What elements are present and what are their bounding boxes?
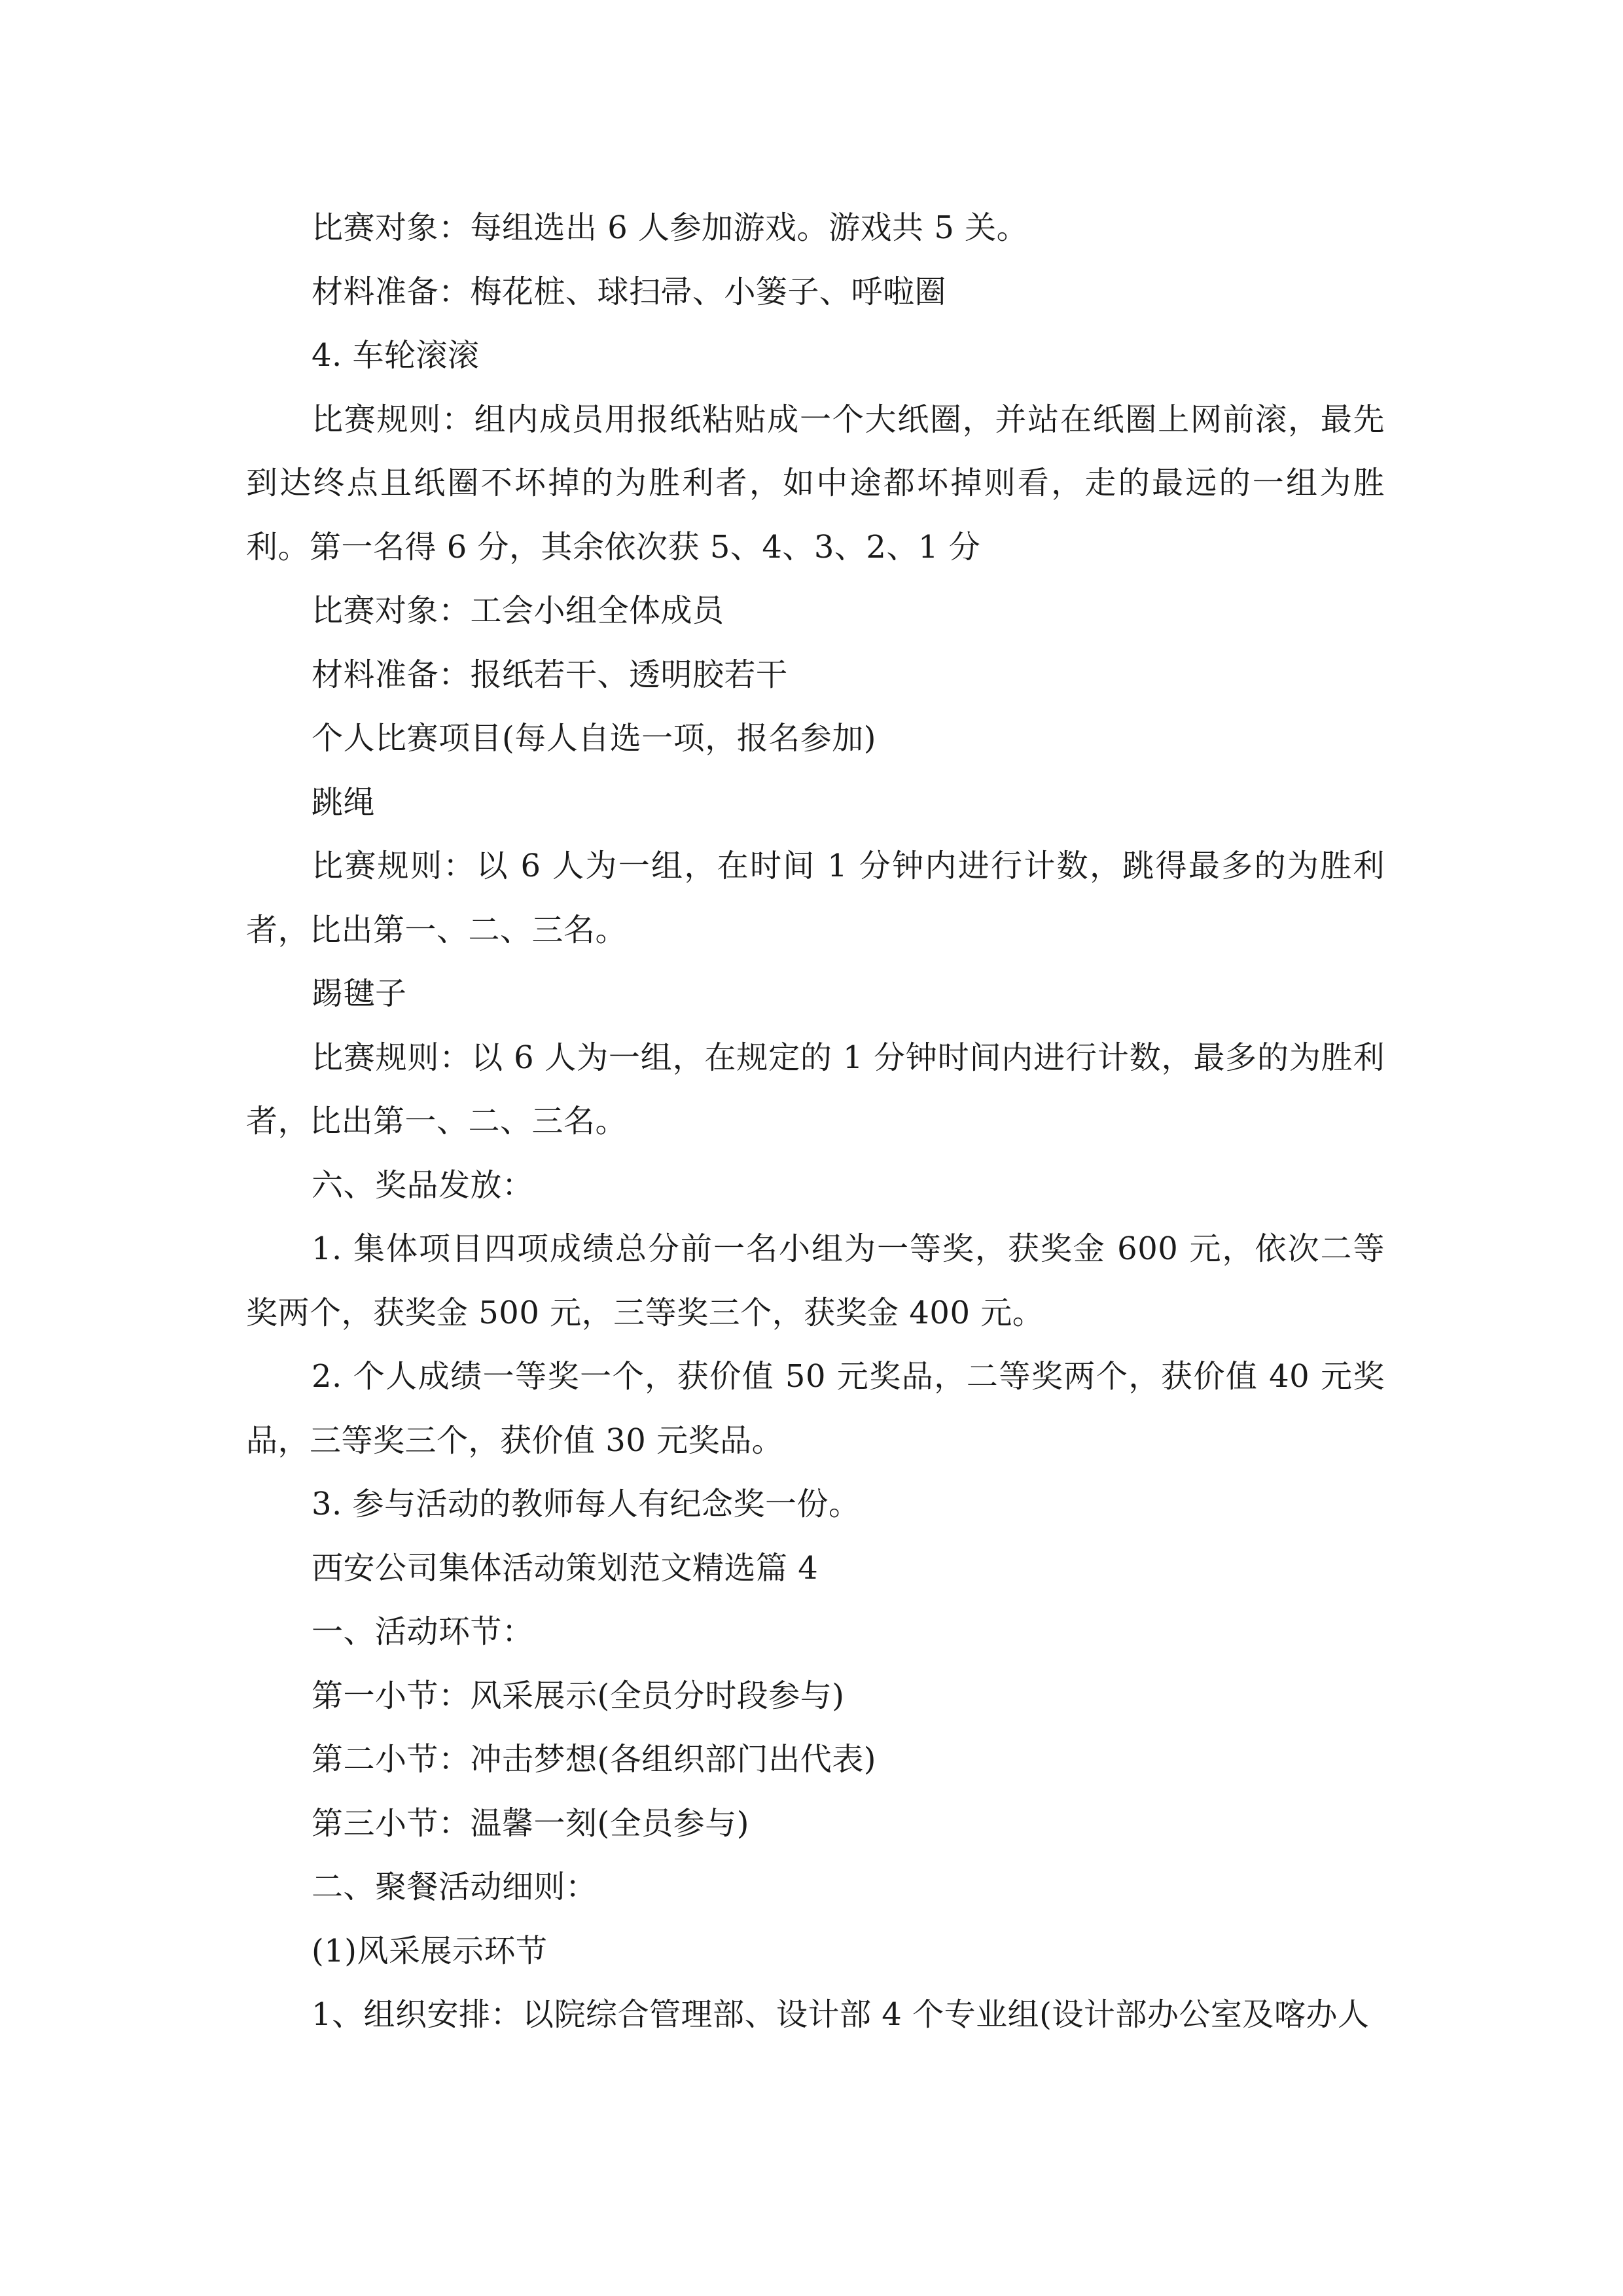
- paragraph: 比赛对象：每组选出 6 人参加游戏。游戏共 5 关。: [312, 209, 1029, 246]
- paragraph: 1、组织安排：以院综合管理部、设计部 4 个专业组(设计部办公室及喀办人: [312, 1996, 1370, 2033]
- section-heading: 个人比赛项目(每人自选一项，报名参加): [312, 720, 876, 757]
- item-heading: 跳绳: [312, 783, 376, 821]
- section-heading: 4. 车轮滚滚: [312, 337, 480, 374]
- item-heading: 踢毽子: [312, 975, 407, 1012]
- paragraph: 第一小节：风采展示(全员分时段参与): [312, 1677, 845, 1714]
- item-heading: (1)风采展示环节: [312, 1932, 548, 1969]
- paragraph: 比赛规则：以 6 人为一组，在时间 1 分钟内进行计数，跳得最多的为胜利者，比出第一、二、三名。: [246, 848, 1385, 948]
- article-title: 西安公司集体活动策划范文精选篇 4: [312, 1549, 819, 1587]
- paragraph: 3. 参与活动的教师每人有纪念奖一份。: [312, 1486, 861, 1522]
- paragraph: 2. 个人成绩一等奖一个，获价值 50 元奖品，二等奖两个，获价值 40 元奖品，三等奖三个，获价值 30 元奖品。: [246, 1358, 1385, 1459]
- paragraph: 比赛规则：以 6 人为一组，在规定的 1 分钟时间内进行计数，最多的为胜利者，比出第一、二、三名。: [246, 1039, 1385, 1139]
- paragraph: 第三小节：温馨一刻(全员参与): [312, 1804, 749, 1842]
- document-body: [246, 196, 1385, 2047]
- section-heading: 六、奖品发放：: [312, 1166, 534, 1204]
- paragraph: 材料准备：梅花桩、球扫帚、小篓子、呼啦圈: [312, 273, 947, 310]
- paragraph: 第二小节：冲击梦想(各组织部门出代表): [312, 1741, 876, 1778]
- paragraph: 材料准备：报纸若干、透明胶若干: [312, 656, 788, 693]
- paragraph: 比赛规则：组内成员用报纸粘贴成一个大纸圈，并站在纸圈上网前滚，最先到达终点且纸圈不坏掉的为胜利者，如中途都坏掉则看，走的最远的一组为胜利。第一名得 6 分，其余依次获 5、4、3、2、1 分: [246, 401, 1385, 565]
- paragraph: 比赛对象：工会小组全体成员: [312, 592, 724, 629]
- section-heading: 二、聚餐活动细则：: [312, 1869, 597, 1905]
- paragraph: 1. 集体项目四项成绩总分前一名小组为一等奖，获奖金 600 元，依次二等奖两个，获奖金 500 元，三等奖三个，获奖金 400 元。: [246, 1230, 1385, 1331]
- section-heading: 一、活动环节：: [312, 1613, 534, 1650]
